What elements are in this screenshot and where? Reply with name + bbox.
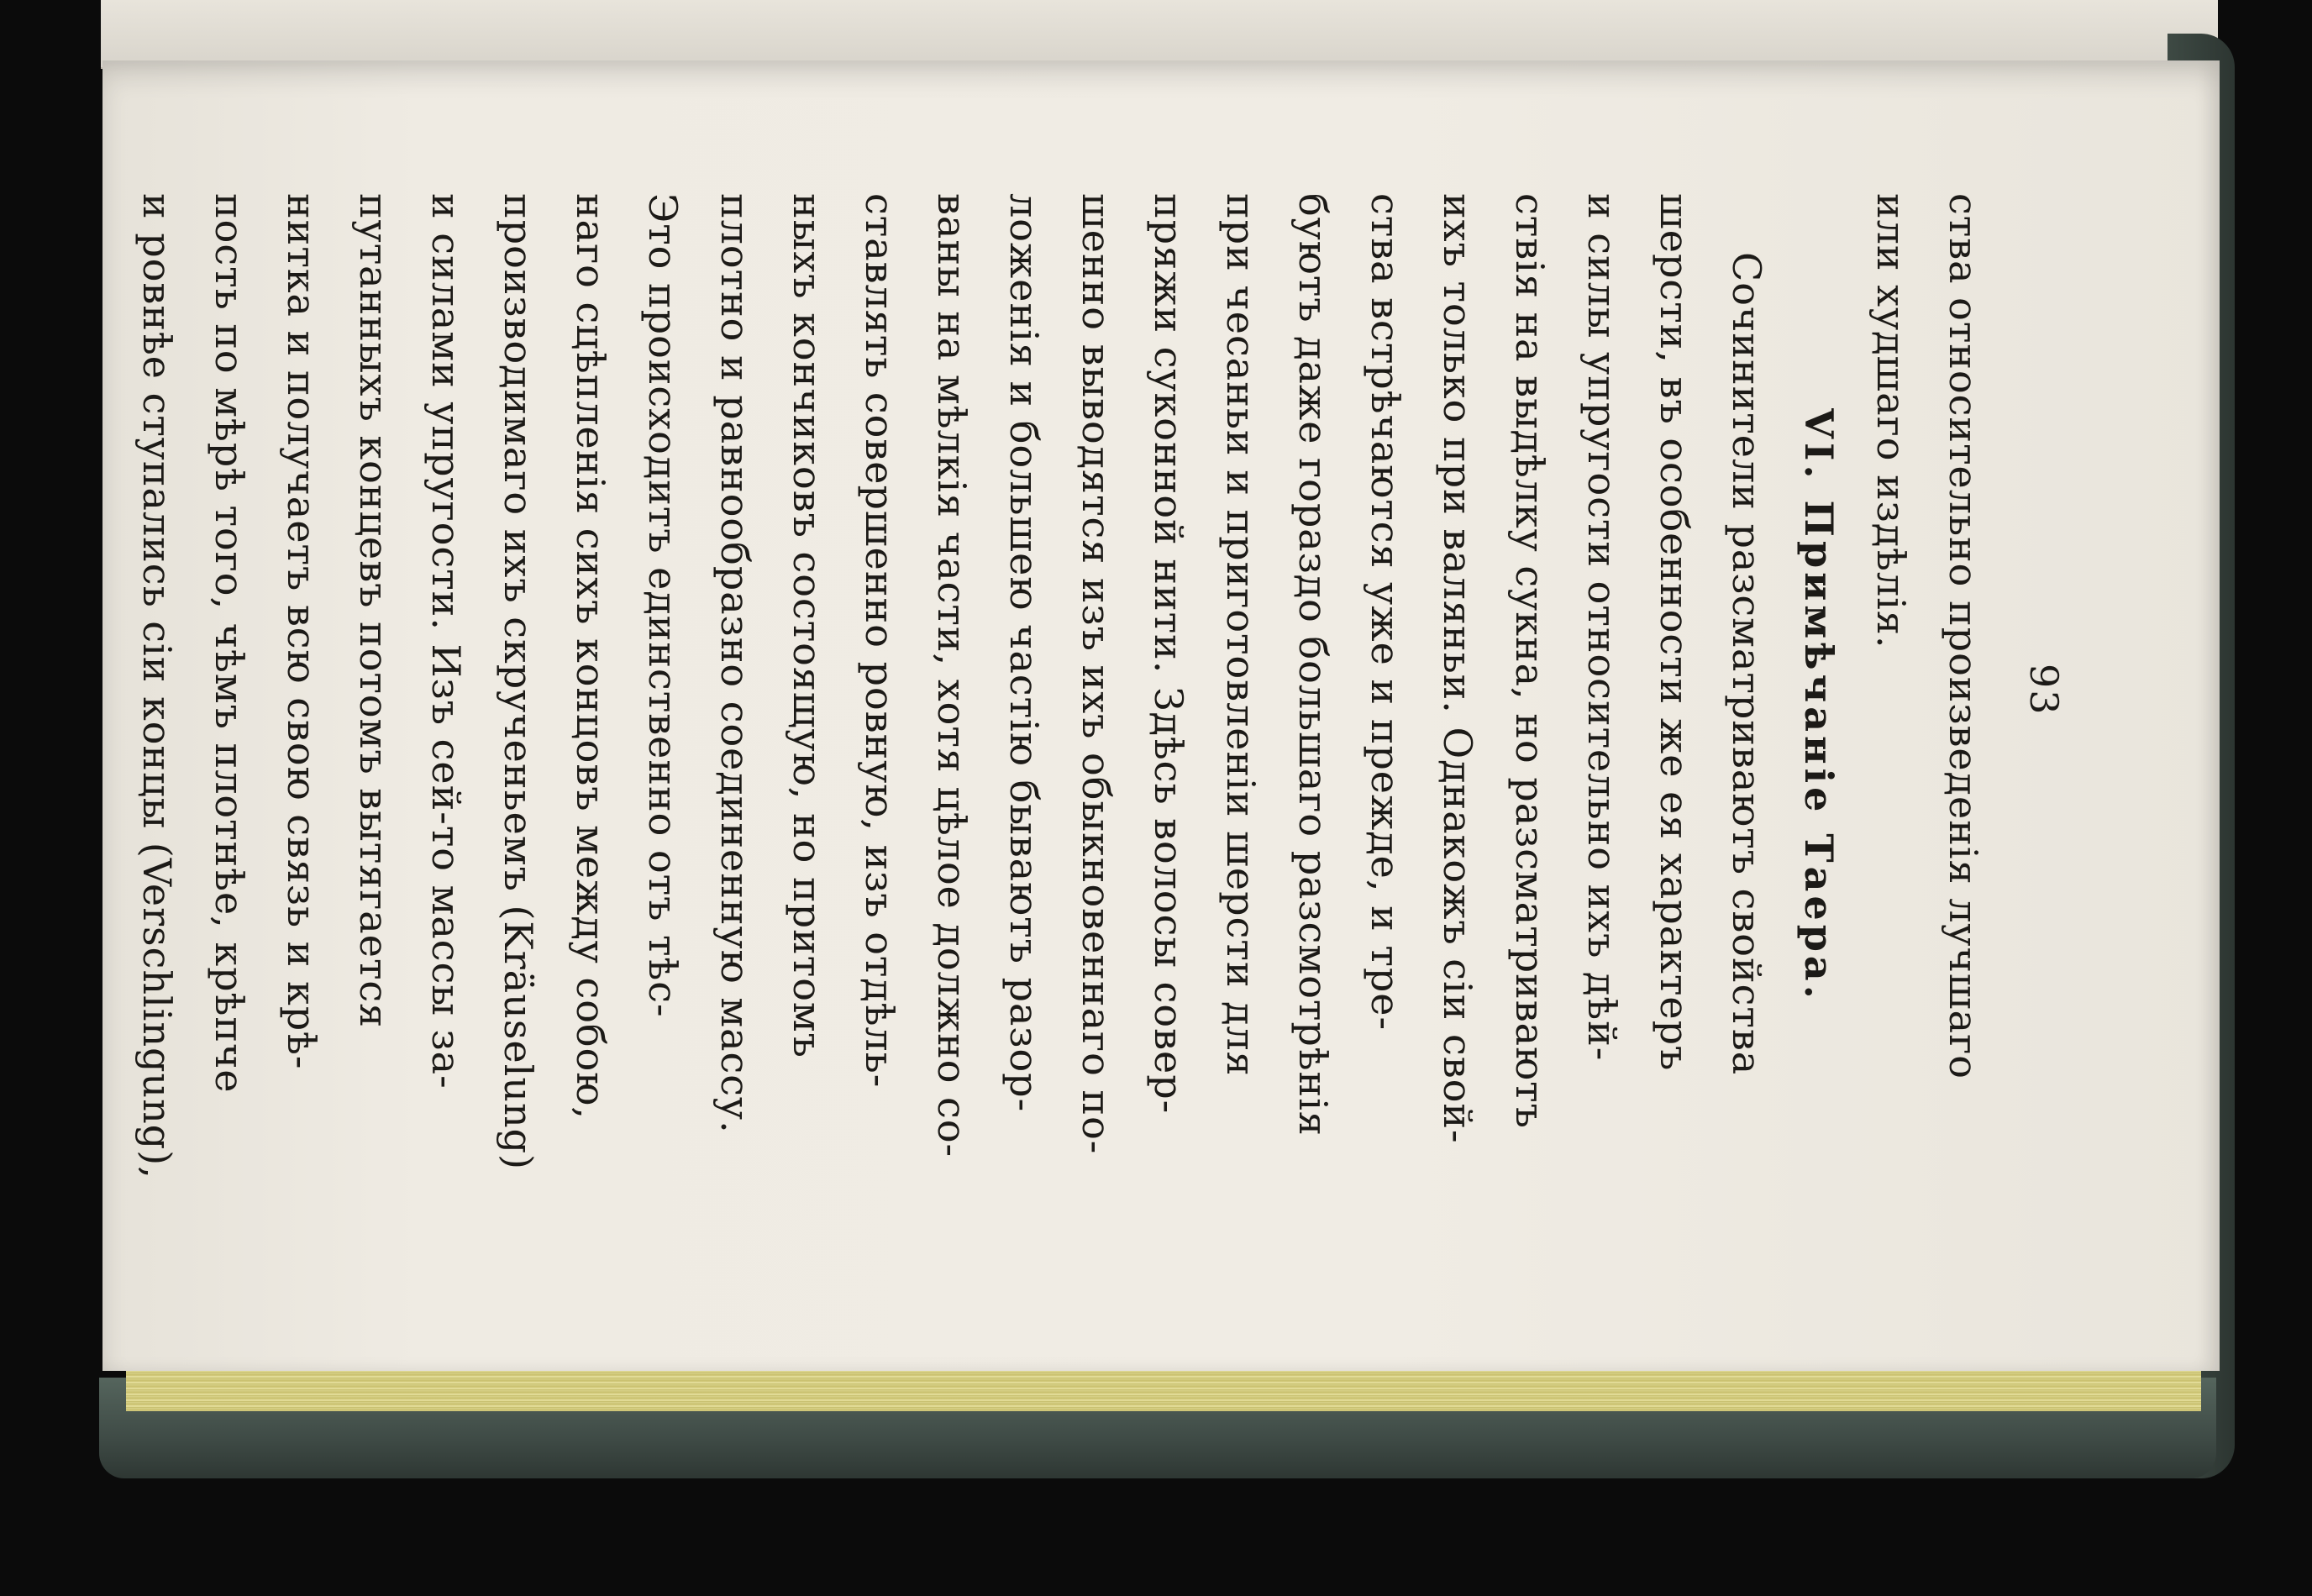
text-line: наго сцѣпленія сихъ концовъ между собою,: [568, 193, 613, 1120]
text-line: ставлять совершенно ровную, изъ отдѣль-: [857, 193, 902, 1089]
text-line: путанныхъ концевъ потомъ вытягается: [351, 193, 397, 1029]
text-line: Это происходитъ единственно отъ тѣс-: [640, 193, 686, 1018]
text-line: пость по мѣрѣ того, чѣмъ плотнѣе, крѣпче: [207, 193, 252, 1094]
text-line: ства встрѣчаются уже и прежде, и тре-: [1363, 193, 1408, 1032]
text-line: и ровнѣе ступались сіи концы (Verschlingung),: [134, 193, 180, 1179]
text-line: ства относительно произведенія лучшаго: [1941, 193, 1986, 1079]
text-line: ложенія и большею частію бываютъ разор-: [1001, 193, 1047, 1113]
text-line: и силы упругости относительно ихъ дѣй-: [1579, 193, 1625, 1062]
text-line: и силами упругости. Изъ сей-то массы за-: [423, 193, 469, 1089]
text-line: производимаго ихъ скрученьемъ (Kräuselung): [496, 193, 541, 1171]
text-line: ихъ только при валяньи. Однакожъ сіи свой-: [1435, 193, 1480, 1144]
text-line: буютъ даже гораздо большаго разсмотрѣнія: [1290, 193, 1336, 1137]
page-text: [134, 193, 2067, 1268]
text-line: ствія на выдѣлку сукна, но разсматриваютъ: [1507, 193, 1553, 1129]
text-line: Сочинители разсматриваютъ свойства: [1724, 252, 1769, 1076]
previous-page-edge: [101, 0, 2218, 69]
text-line: шерсти, въ особенности же ея характеръ: [1652, 193, 1697, 1072]
text-line: ныхъ кончиковъ состоящую, но притомъ: [785, 193, 830, 1058]
text-line: при чесаньи и приготовленіи шерсти для: [1218, 193, 1264, 1077]
text-line: шенно выводятся изъ ихъ обыкновеннаго по-: [1074, 193, 1119, 1155]
text-line: нитка и получаетъ всю свою связь и крѣ-: [279, 193, 324, 1070]
text-line: плотно и равнообразно соединенную массу.: [712, 193, 758, 1134]
text-lines: [121, 193, 1999, 1268]
text-line: пряжи суконной нити. Здѣсь волосы совер-: [1146, 193, 1191, 1115]
section-heading: VI. Примѣчаніе Таера.: [1796, 408, 1842, 1003]
text-line: или худшаго издѣлія.: [1868, 193, 1914, 649]
text-line: ваны на мѣлкія части, хотя цѣлое должно со-: [929, 193, 975, 1158]
page-number: 93: [2021, 664, 2067, 717]
